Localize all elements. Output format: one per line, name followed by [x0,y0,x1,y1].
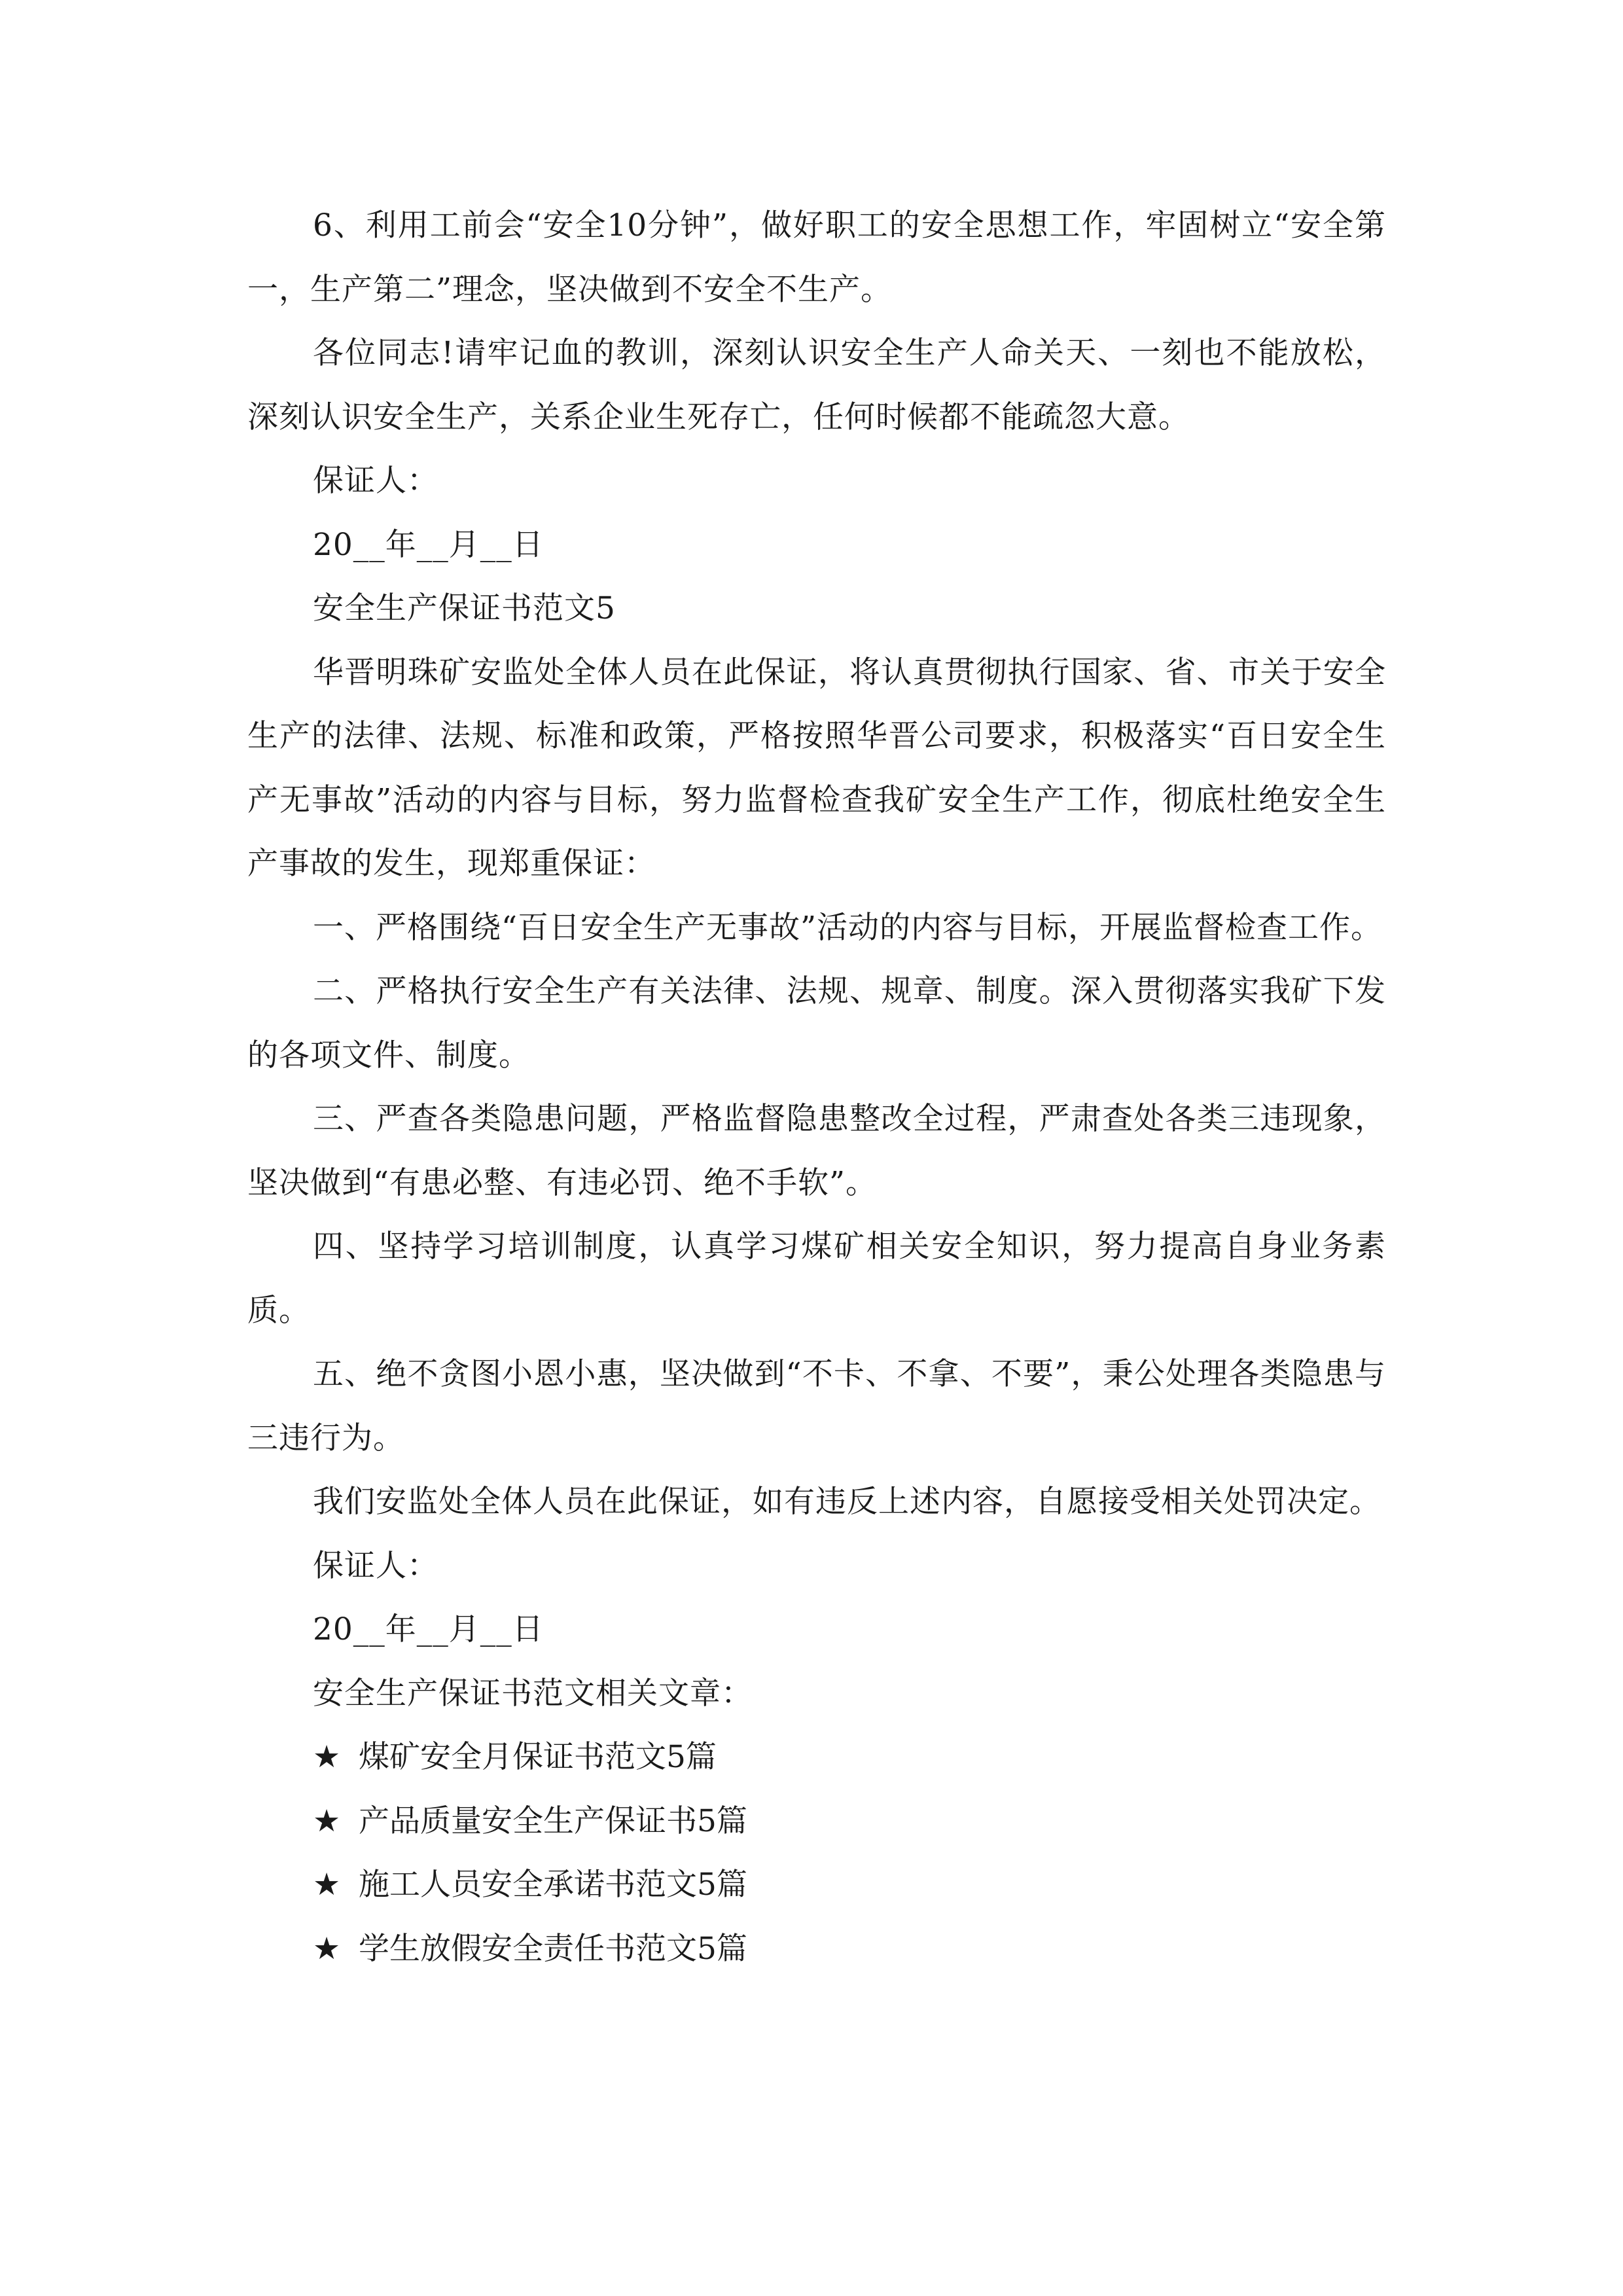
date-line: 20__年__月__日 [313,1611,544,1647]
paragraph-item-6: 6、利用工前会“安全10分钟”，做好职工的安全思想工作，牢固树立“安全第一，生产第二”理念，坚决做到不安全不生产。 [247,207,1386,308]
star-icon: ★ [313,1739,341,1775]
related-link-text[interactable]: 煤矿安全月保证书范文5篇 [359,1739,717,1775]
closing-statement: 我们安监处全体人员在此保证，如有违反上述内容，自愿接受相关处罚决定。 [313,1484,1381,1520]
guarantor-label: 保证人： [313,1547,438,1584]
related-articles-heading: 安全生产保证书范文相关文章： [313,1675,753,1712]
document-body [247,194,1386,1981]
section-title: 安全生产保证书范文5 [313,590,616,626]
related-link[interactable] [247,1789,1386,1854]
intro-paragraph: 华晋明珠矿安监处全体人员在此保证，将认真贯彻执行国家、省、市关于安全生产的法律、法规、标准和政策，严格按照华晋公司要求，积极落实“百日安全生产无事故”活动的内容与目标，努力监督检查我矿安全生产工作，彻底杜绝安全生产事故的发生，现郑重保证： [247,654,1386,882]
pledge-item-5: 五、绝不贪图小恩小惠，坚决做到“不卡、不拿、不要”，秉公处理各类隐患与三违行为。 [247,1356,1386,1456]
pledge-item-4: 四、坚持学习培训制度，认真学习煤矿相关安全知识，努力提高自身业务素质。 [247,1229,1386,1329]
related-link[interactable] [247,1725,1386,1789]
star-icon: ★ [313,1803,341,1839]
pledge-item-2: 二、严格执行安全生产有关法律、法规、规章、制度。深入贯彻落实我矿下发的各项文件、制度。 [247,973,1386,1073]
related-link-text[interactable]: 施工人员安全承诺书范文5篇 [359,1867,747,1903]
related-link[interactable] [247,1853,1386,1917]
closing-appeal: 各位同志!请牢记血的教训，深刻认识安全生产人命关天、一刻也不能放松，深刻认识安全生产，关系企业生死存亡，任何时候都不能疏忽大意。 [247,335,1386,435]
related-link-text[interactable]: 学生放假安全责任书范文5篇 [359,1930,747,1967]
date-line: 20__年__月__日 [313,526,544,563]
guarantor-label: 保证人： [313,463,438,499]
related-link[interactable] [247,1917,1386,1981]
star-icon: ★ [313,1930,341,1967]
related-link-text[interactable]: 产品质量安全生产保证书5篇 [359,1803,747,1839]
star-icon: ★ [313,1867,341,1903]
pledge-item-1: 一、严格围绕“百日安全生产无事故”活动的内容与目标，开展监督检查工作。 [313,909,1383,946]
pledge-item-3: 三、严查各类隐患问题，严格监督隐患整改全过程，严肃查处各类三违现象，坚决做到“有患必整、有违必罚、绝不手软”。 [247,1101,1386,1201]
